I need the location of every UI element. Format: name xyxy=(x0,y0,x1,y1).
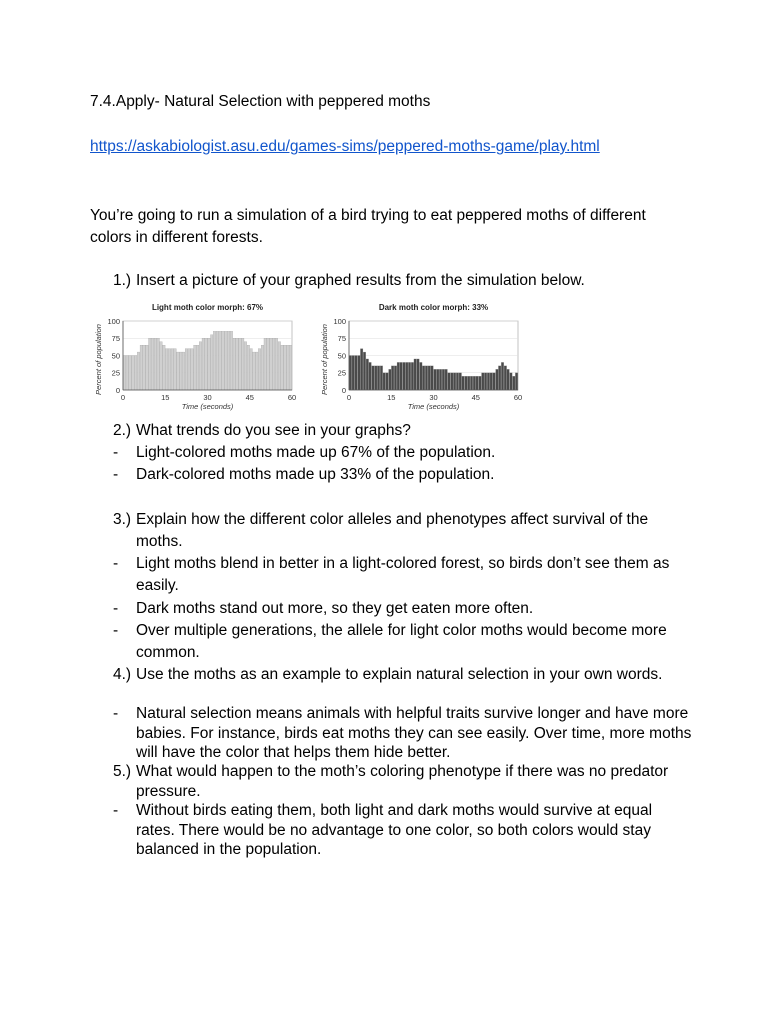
x-tick-label: 45 xyxy=(245,393,254,402)
bullet-text: Over multiple generations, the allele for light color moths would become more common. xyxy=(136,622,667,661)
bar xyxy=(493,373,496,390)
bar xyxy=(258,349,261,390)
x-tick-label: 0 xyxy=(346,393,352,402)
bar xyxy=(515,373,518,390)
question-1 xyxy=(113,270,693,292)
bar xyxy=(216,331,219,390)
bar xyxy=(219,331,222,390)
bar xyxy=(199,342,202,390)
bar xyxy=(510,373,513,390)
bar xyxy=(352,356,355,391)
bar xyxy=(425,366,428,390)
bar xyxy=(188,349,191,390)
bar xyxy=(196,345,199,390)
bar xyxy=(151,338,154,390)
question-text: Insert a picture of your graphed results from the simulation below. xyxy=(136,272,585,289)
bar xyxy=(366,359,369,390)
bar xyxy=(394,366,397,390)
bar xyxy=(227,331,230,390)
bar xyxy=(132,356,135,391)
document-title: 7.4.Apply- Natural Selection with peppered moths xyxy=(90,93,431,110)
x-axis-label: Time (seconds) xyxy=(407,402,460,411)
dark-moth-chart xyxy=(318,296,532,418)
bar xyxy=(171,349,174,390)
bullet-text: Light-colored moths made up 67% of the population. xyxy=(136,444,496,461)
bar xyxy=(476,376,479,390)
dark-moth-chart-svg xyxy=(318,296,532,418)
bar xyxy=(411,362,414,390)
question-text: What would happen to the moth’s coloring phenotype if there was no predator pressure. xyxy=(136,763,669,800)
bar xyxy=(275,338,278,390)
bar xyxy=(369,362,372,390)
bar xyxy=(513,376,516,390)
y-tick-label: 25 xyxy=(337,368,346,378)
y-tick-label: 50 xyxy=(337,351,346,361)
bar xyxy=(225,331,228,390)
bar xyxy=(143,345,146,390)
bar xyxy=(479,376,482,390)
bar xyxy=(239,338,242,390)
bar xyxy=(253,352,256,390)
bar xyxy=(222,331,225,390)
question-3 xyxy=(113,509,693,553)
bar xyxy=(230,331,233,390)
bar xyxy=(233,338,236,390)
question-number: 1.) xyxy=(113,272,132,289)
bar xyxy=(134,356,137,391)
x-tick-label: 60 xyxy=(287,393,297,402)
x-tick-label: 60 xyxy=(513,393,523,402)
bullet-text: Light moths blend in better in a light-colored forest, so birds don’t see them as easily. xyxy=(136,555,670,594)
bar xyxy=(391,366,394,390)
bar xyxy=(185,349,188,390)
bullet-text: Natural selection means animals with helpful traits survive longer and have more babies. For instance, birds eat moths they can see easily. Over time, more moths will have the color that helps them hide better. xyxy=(136,705,692,761)
y-tick-label: 0 xyxy=(115,385,120,395)
bar xyxy=(250,349,253,390)
bar xyxy=(436,369,439,390)
y-axis-label: Percent of population xyxy=(320,324,329,395)
bar xyxy=(281,345,284,390)
question-text: What trends do you see in your graphs? xyxy=(136,422,411,439)
x-axis-label: Time (seconds) xyxy=(181,402,234,411)
question-text: Explain how the different color alleles and phenotypes affect survival of the moths. xyxy=(136,511,649,550)
bullet-dash: - xyxy=(113,466,119,483)
bar xyxy=(177,352,180,390)
bullet-dash: - xyxy=(113,444,119,461)
bar xyxy=(129,356,132,391)
question-number: 3.) xyxy=(113,511,132,528)
bar xyxy=(465,376,468,390)
answer-3-bullet-2 xyxy=(113,598,693,620)
bar xyxy=(417,359,420,390)
question-number: 4.) xyxy=(113,666,132,683)
bar xyxy=(484,373,487,390)
x-tick-label: 45 xyxy=(471,393,480,402)
bar xyxy=(383,373,386,390)
bar xyxy=(272,338,275,390)
bar xyxy=(400,362,403,390)
bar xyxy=(420,362,423,390)
bullet-text: Dark-colored moths made up 33% of the population. xyxy=(136,466,495,483)
bar xyxy=(236,338,239,390)
bar xyxy=(482,373,485,390)
bar xyxy=(194,345,197,390)
bar xyxy=(496,369,499,390)
bar xyxy=(397,362,400,390)
bullet-dash: - xyxy=(113,705,119,722)
x-tick-label: 15 xyxy=(387,393,396,402)
bar xyxy=(501,362,504,390)
x-tick-label: 30 xyxy=(203,393,212,402)
bar xyxy=(284,345,287,390)
bar xyxy=(244,342,247,390)
bullet-text: Dark moths stand out more, so they get eaten more often. xyxy=(136,600,534,617)
bar xyxy=(160,342,163,390)
bar xyxy=(451,373,454,390)
bar xyxy=(403,362,406,390)
bar xyxy=(165,349,168,390)
bar xyxy=(174,349,177,390)
bar xyxy=(462,376,465,390)
bar xyxy=(487,373,490,390)
bar xyxy=(270,338,273,390)
bar xyxy=(149,338,152,390)
y-tick-label: 100 xyxy=(333,316,346,326)
bar xyxy=(470,376,473,390)
y-tick-label: 50 xyxy=(111,351,120,361)
bar xyxy=(504,366,507,390)
answer-3-bullet-1 xyxy=(113,553,693,597)
bar xyxy=(498,366,501,390)
question-text: Use the moths as an example to explain natural selection in your own words. xyxy=(136,666,663,683)
y-tick-label: 100 xyxy=(107,316,120,326)
bar xyxy=(157,338,160,390)
bar xyxy=(137,352,140,390)
bar xyxy=(445,369,448,390)
question-number: 5.) xyxy=(113,763,132,780)
light-moth-chart xyxy=(92,296,306,418)
bar xyxy=(287,345,290,390)
x-tick-label: 15 xyxy=(161,393,170,402)
question-2 xyxy=(113,420,693,442)
bar xyxy=(208,338,211,390)
question-5 xyxy=(113,762,693,801)
bar xyxy=(247,345,250,390)
bar xyxy=(241,338,244,390)
bar xyxy=(154,338,157,390)
bar xyxy=(408,362,411,390)
answer-5-bullet-1 xyxy=(113,801,693,860)
chart-title: Dark moth color morph: 33% xyxy=(378,303,489,312)
bar xyxy=(448,373,451,390)
bullet-dash: - xyxy=(113,600,119,617)
bar xyxy=(267,338,270,390)
bar xyxy=(202,338,205,390)
light-moth-chart-svg xyxy=(92,296,306,418)
bar xyxy=(473,376,476,390)
bar xyxy=(467,376,470,390)
bar xyxy=(289,345,292,390)
bullet-dash: - xyxy=(113,622,119,639)
y-axis-label: Percent of population xyxy=(94,324,103,395)
bar xyxy=(380,366,383,390)
bar xyxy=(123,356,126,391)
question-number: 2.) xyxy=(113,422,132,439)
bar xyxy=(456,373,459,390)
bar xyxy=(261,345,264,390)
chart-title: Light moth color morph: 67% xyxy=(151,303,264,312)
y-tick-label: 0 xyxy=(341,385,346,395)
answer-2-bullet-2 xyxy=(113,464,693,486)
bar xyxy=(372,366,375,390)
bar xyxy=(146,345,149,390)
bar xyxy=(428,366,431,390)
bar xyxy=(422,366,425,390)
bar xyxy=(210,335,213,390)
bar xyxy=(256,352,259,390)
bar xyxy=(439,369,442,390)
x-tick-label: 30 xyxy=(429,393,438,402)
bar xyxy=(377,366,380,390)
bar xyxy=(405,362,408,390)
y-tick-label: 25 xyxy=(111,368,120,378)
bar xyxy=(213,331,216,390)
bar xyxy=(163,345,166,390)
y-tick-label: 75 xyxy=(337,334,346,344)
bar xyxy=(453,373,456,390)
bar xyxy=(414,359,417,390)
bar xyxy=(442,369,445,390)
bullet-dash: - xyxy=(113,802,119,819)
bar xyxy=(363,352,366,390)
bullet-dash: - xyxy=(113,555,119,572)
bar xyxy=(389,369,392,390)
simulation-link[interactable]: https://askabiologist.asu.edu/games-sims/peppered-moths-game/play.html xyxy=(90,138,600,155)
bar xyxy=(507,369,510,390)
x-tick-label: 0 xyxy=(120,393,126,402)
bar xyxy=(386,373,389,390)
bar xyxy=(434,369,437,390)
bar xyxy=(349,356,352,391)
answer-3-bullet-3 xyxy=(113,620,693,664)
bar xyxy=(191,349,194,390)
answer-2-bullet-1 xyxy=(113,442,693,464)
bar xyxy=(355,356,358,391)
intro-paragraph: You’re going to run a simulation of a bird trying to eat peppered moths of different colors in different forests. xyxy=(90,207,646,246)
y-tick-label: 75 xyxy=(111,334,120,344)
bar xyxy=(140,345,143,390)
bar xyxy=(126,356,129,391)
bar xyxy=(278,342,281,390)
bar xyxy=(358,356,361,391)
bar xyxy=(459,373,462,390)
bar xyxy=(264,338,267,390)
bar xyxy=(490,373,493,390)
bar xyxy=(179,352,182,390)
bar xyxy=(182,352,185,390)
bar xyxy=(168,349,171,390)
bar xyxy=(431,366,434,390)
bar xyxy=(205,338,208,390)
bar xyxy=(360,349,363,390)
answer-4-bullet-1 xyxy=(113,704,693,763)
bar xyxy=(375,366,378,390)
bullet-text: Without birds eating them, both light and dark moths would survive at equal rates. There would be no advantage to one color, so both colors would stay balanced in the population. xyxy=(136,802,653,858)
question-4 xyxy=(113,665,693,685)
